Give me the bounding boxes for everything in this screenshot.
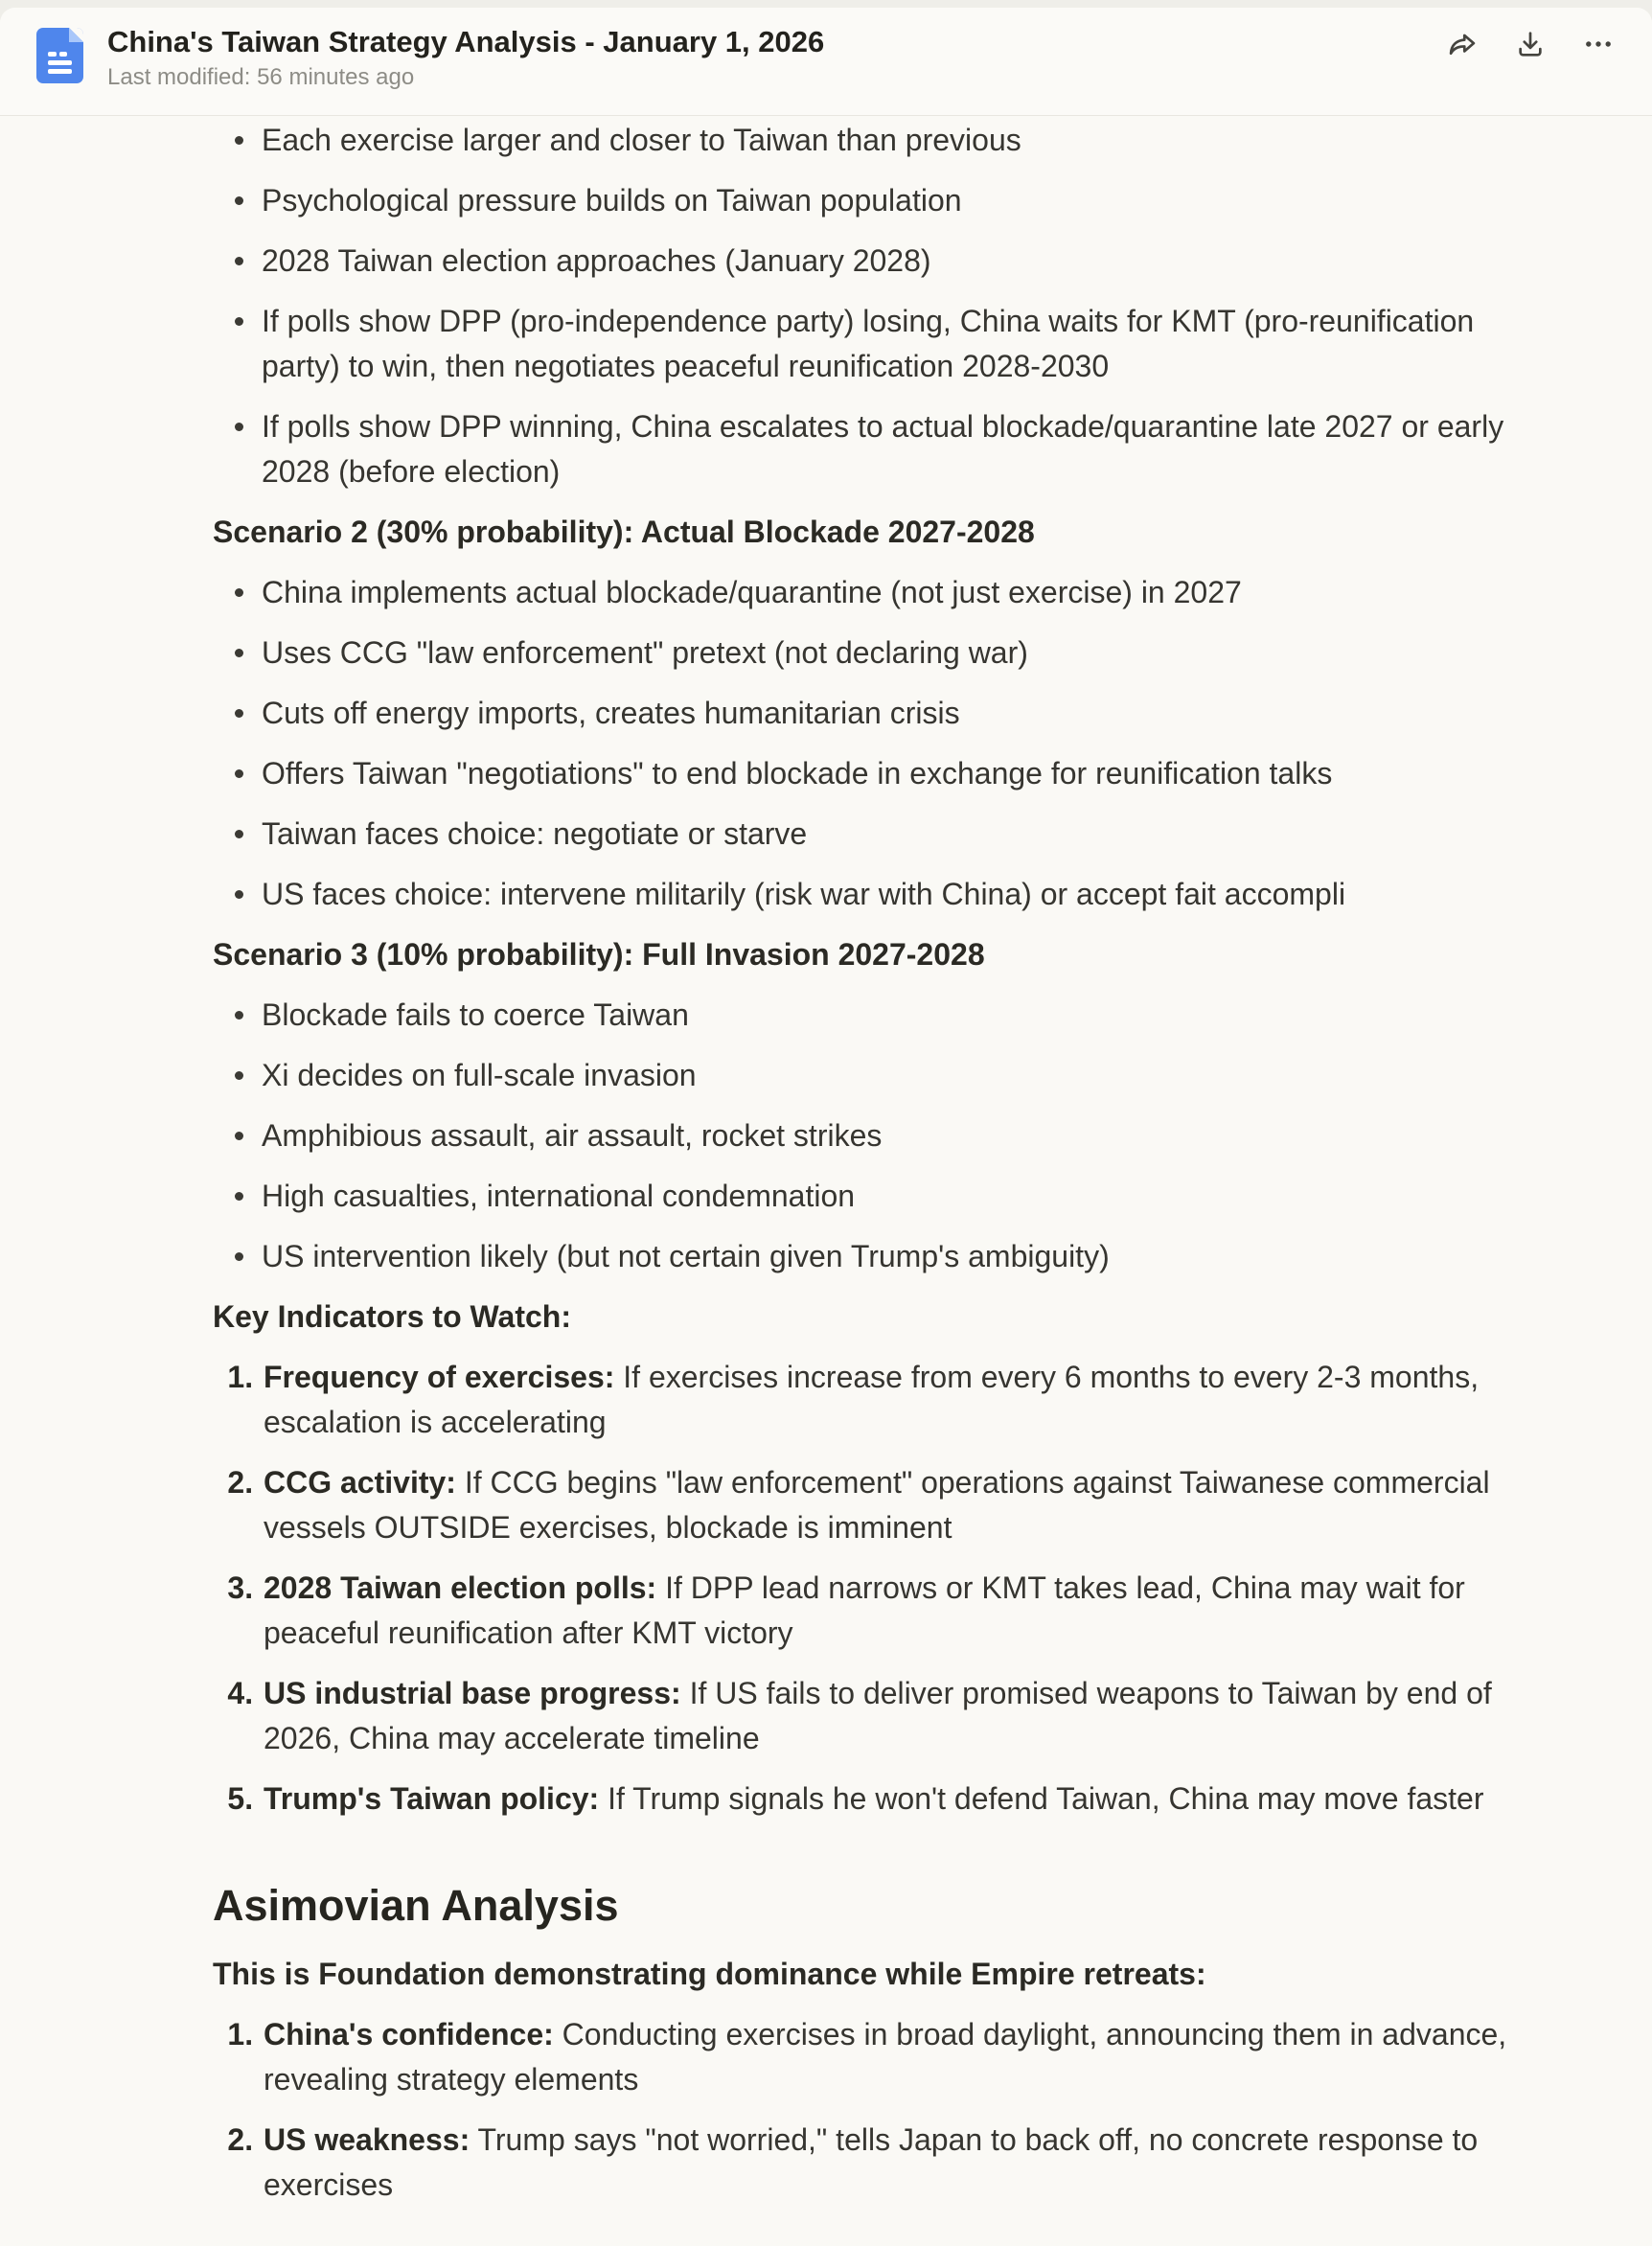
- list-item: China implements actual blockade/quarantine (not just exercise) in 2027: [262, 570, 1514, 615]
- list-item: Each exercise larger and closer to Taiwan than previous: [262, 118, 1514, 163]
- download-icon: [1514, 28, 1547, 60]
- item-text: Trump says "not worried," tells Japan to back off, no concrete response to exercises: [264, 2122, 1479, 2202]
- item-lead: 2028 Taiwan election polls:: [264, 1570, 657, 1605]
- item-text: Conducting exercises in broad daylight, announcing them in advance, revealing strategy elements: [264, 2017, 1507, 2097]
- docs-icon-line: [48, 52, 57, 57]
- list-item: Taiwan faces choice: negotiate or starve: [262, 812, 1514, 857]
- google-docs-icon: [36, 28, 83, 83]
- list-item: US intervention likely (but not certain given Trump's ambiguity): [262, 1234, 1514, 1279]
- list-item: [262, 2012, 1514, 2102]
- key-indicators-list: [213, 1355, 1514, 1822]
- list-item: [262, 1355, 1514, 1445]
- document-header-titles: [107, 21, 824, 93]
- list-item: Uses CCG "law enforcement" pretext (not declaring war): [262, 630, 1514, 676]
- item-text: If CCG begins "law enforcement" operations against Taiwanese commercial vessels OUTSIDE exercises, blockade is imminent: [264, 1465, 1490, 1545]
- scenario3-bullet-list: [213, 993, 1514, 1279]
- item-lead: CCG activity:: [264, 1465, 456, 1500]
- list-item: [262, 1671, 1514, 1761]
- list-item: If polls show DPP (pro-independence party) losing, China waits for KMT (pro-reunification party) to win, then negotiates peaceful reunification 2028-2030: [262, 299, 1514, 389]
- list-item: [262, 1460, 1514, 1550]
- key-indicators-heading: Key Indicators to Watch:: [213, 1299, 571, 1334]
- share-button[interactable]: [1446, 28, 1479, 60]
- item-text: If exercises increase from every 6 months to every 2-3 months, escalation is accelerating: [264, 1360, 1480, 1439]
- header-actions: [1446, 28, 1615, 60]
- list-item: 2028 Taiwan election approaches (January 2028): [262, 239, 1514, 284]
- list-item: US faces choice: intervene militarily (risk war with China) or accept fait accompli: [262, 872, 1514, 917]
- list-item: Xi decides on full-scale invasion: [262, 1053, 1514, 1098]
- document-header: [0, 8, 1652, 116]
- download-button[interactable]: [1514, 28, 1547, 60]
- scenario3-heading: Scenario 3 (10% probability): Full Invasion 2027-2028: [213, 937, 985, 972]
- list-item: Cuts off energy imports, creates humanitarian crisis: [262, 691, 1514, 736]
- list-item: [262, 1776, 1514, 1822]
- list-item: Blockade fails to coerce Taiwan: [262, 993, 1514, 1038]
- last-modified-text: Last modified: 56 minutes ago: [107, 64, 415, 90]
- list-item: Amphibious assault, air assault, rocket strikes: [262, 1113, 1514, 1158]
- item-lead: Frequency of exercises:: [264, 1360, 615, 1394]
- more-options-button[interactable]: [1582, 28, 1615, 60]
- asimovian-intro: This is Foundation demonstrating dominance while Empire retreats:: [213, 1957, 1206, 1991]
- ellipsis-icon: [1582, 28, 1615, 60]
- item-text: If DPP lead narrows or KMT takes lead, China may wait for peaceful reunification after KMT victory: [264, 1570, 1465, 1650]
- document-content[interactable]: [0, 116, 1652, 2208]
- list-item: Offers Taiwan "negotiations" to end blockade in exchange for reunification talks: [262, 751, 1514, 796]
- scenario1-bullet-list: [213, 118, 1514, 494]
- list-item: If polls show DPP winning, China escalates to actual blockade/quarantine late 2027 or early 2028 (before election): [262, 404, 1514, 494]
- item-lead: US weakness:: [264, 2122, 470, 2157]
- item-text: If Trump signals he won't defend Taiwan, China may move faster: [599, 1781, 1484, 1816]
- item-lead: Trump's Taiwan policy:: [264, 1781, 600, 1816]
- docs-icon-line: [48, 60, 72, 65]
- list-item: Psychological pressure builds on Taiwan population: [262, 178, 1514, 223]
- list-item: [262, 2118, 1514, 2208]
- document-title: China's Taiwan Strategy Analysis - January 1, 2026: [107, 25, 825, 58]
- list-item: [262, 1566, 1514, 1656]
- asimovian-analysis-heading: Asimovian Analysis: [213, 1881, 619, 1930]
- list-item: High casualties, international condemnation: [262, 1174, 1514, 1219]
- item-lead: US industrial base progress:: [264, 1676, 681, 1710]
- item-lead: China's confidence:: [264, 2017, 554, 2051]
- scenario2-bullet-list: [213, 570, 1514, 917]
- share-icon: [1446, 28, 1479, 60]
- artifact-card: [0, 8, 1652, 2246]
- scenario2-heading: Scenario 2 (30% probability): Actual Blockade 2027-2028: [213, 515, 1035, 549]
- docs-icon-line: [48, 69, 72, 74]
- item-text: If US fails to deliver promised weapons to Taiwan by end of 2026, China may accelerate timeline: [264, 1676, 1492, 1755]
- asimovian-list: [213, 2012, 1514, 2208]
- docs-icon-line: [59, 52, 67, 57]
